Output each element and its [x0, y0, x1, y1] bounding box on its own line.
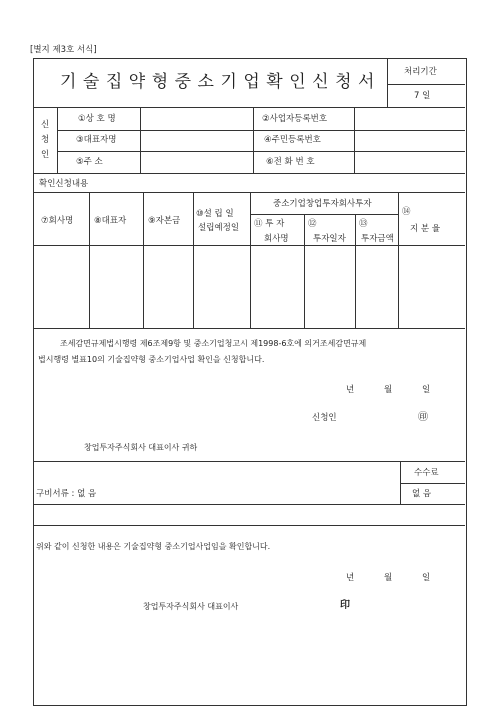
confirm-col-6 [355, 214, 356, 328]
confirm-block-top-line [34, 525, 465, 526]
title-divider [387, 59, 388, 107]
confirm-col-5 [304, 214, 305, 328]
title-bottom-line [34, 107, 465, 108]
applicant-row-line-1 [57, 130, 465, 131]
statement-line1: 조세감면규제법시행령 제6조제9항 및 중소기업청고시 제1998-6호에 의거조세감면규제 [60, 339, 367, 348]
col-est-line1: ⑩설 립 일 [196, 209, 234, 219]
statement-date-month: 월 [384, 385, 393, 395]
applicant-col-line-3 [354, 108, 355, 173]
confirm-seal: 印 [340, 600, 350, 611]
statement-date-year: 년 [346, 385, 355, 395]
applicant-col-line-2 [253, 108, 254, 173]
confirm-col-7 [398, 193, 399, 328]
statement-date-day: 일 [422, 385, 431, 395]
field-representative: ③대표자명 [76, 135, 117, 145]
applicant-side-3: 인 [41, 150, 50, 160]
vc-group-line [250, 214, 398, 215]
col-rep: ⑧대표자 [94, 216, 127, 226]
col-vc-group: 중소기업창업투자회사투자 [273, 199, 372, 209]
fee-bottom-line [34, 504, 465, 505]
form-label: [별지 제3호 서식] [30, 45, 97, 55]
confirm-header-line [34, 245, 465, 246]
applicant-col-line-1 [140, 108, 141, 173]
fee-mid-line [400, 483, 465, 484]
confirm-signer: 창업투자주식회사 대표이사 [143, 602, 239, 611]
col-capital: ⑨자본금 [148, 216, 181, 226]
confirm-date-day: 일 [422, 573, 431, 583]
confirm-bottom-line [34, 328, 465, 329]
col-est-line2: 설립예정일 [198, 223, 240, 233]
statement-seal: ㊞ [418, 412, 428, 423]
col-inv-amount-num: ⑬ [359, 219, 368, 229]
form-title: 기술집약형중소기업확인신청서 [60, 72, 381, 92]
form-outer-border [33, 58, 467, 706]
confirm-section-label: 확인신청내용 [39, 179, 89, 189]
applicant-side-divider [57, 108, 58, 173]
field-company-name: ①상 호 명 [78, 114, 116, 124]
applicant-side-2: 청 [41, 135, 50, 145]
fee-label: 수수료 [414, 468, 439, 478]
col-inv-amount: 투자금액 [361, 234, 394, 244]
statement-line2: 법시행령 별표10의 기술집약형 중소기업사업 확인을 신청합니다. [38, 355, 265, 364]
field-resident-no: ④주민등록번호 [264, 135, 321, 145]
field-address: ⑤주 소 [76, 157, 103, 167]
col-company: ⑦회사명 [41, 216, 74, 226]
applicant-row-line-2 [57, 151, 465, 152]
field-business-reg-no: ②사업자등록번호 [262, 114, 328, 124]
field-phone: ⑥전 화 번 호 [266, 157, 315, 167]
confirm-col-1 [89, 193, 90, 328]
statement-applicant-label: 신청인 [312, 413, 337, 423]
confirm-date-year: 년 [346, 573, 355, 583]
applicant-bottom-line [34, 173, 465, 174]
confirm-col-3 [193, 193, 194, 328]
processing-value: 7 일 [414, 91, 431, 101]
confirm-date-month: 월 [384, 573, 393, 583]
col-vc-name-line2: 회사명 [264, 234, 289, 244]
required-documents: 구비서류 : 없 음 [36, 489, 97, 499]
applicant-side-1: 신 [41, 120, 50, 130]
processing-divider [388, 84, 465, 85]
col-inv-date: 투자일자 [313, 234, 346, 244]
col-share-num: ⑭ [402, 207, 411, 217]
processing-label: 처리기간 [404, 67, 437, 77]
col-share: 지 분 율 [410, 224, 441, 234]
confirm-col-2 [143, 193, 144, 328]
fee-value: 없 음 [412, 489, 432, 499]
col-vc-name-line1: ⑪ 투 자 [254, 219, 285, 229]
confirm-text: 위와 같이 신청한 내용은 기술집약형 중소기업사업임을 확인합니다. [36, 542, 271, 551]
statement-addressee: 창업투자주식회사 대표이사 귀하 [84, 443, 198, 452]
col-inv-date-num: ⑫ [308, 219, 317, 229]
